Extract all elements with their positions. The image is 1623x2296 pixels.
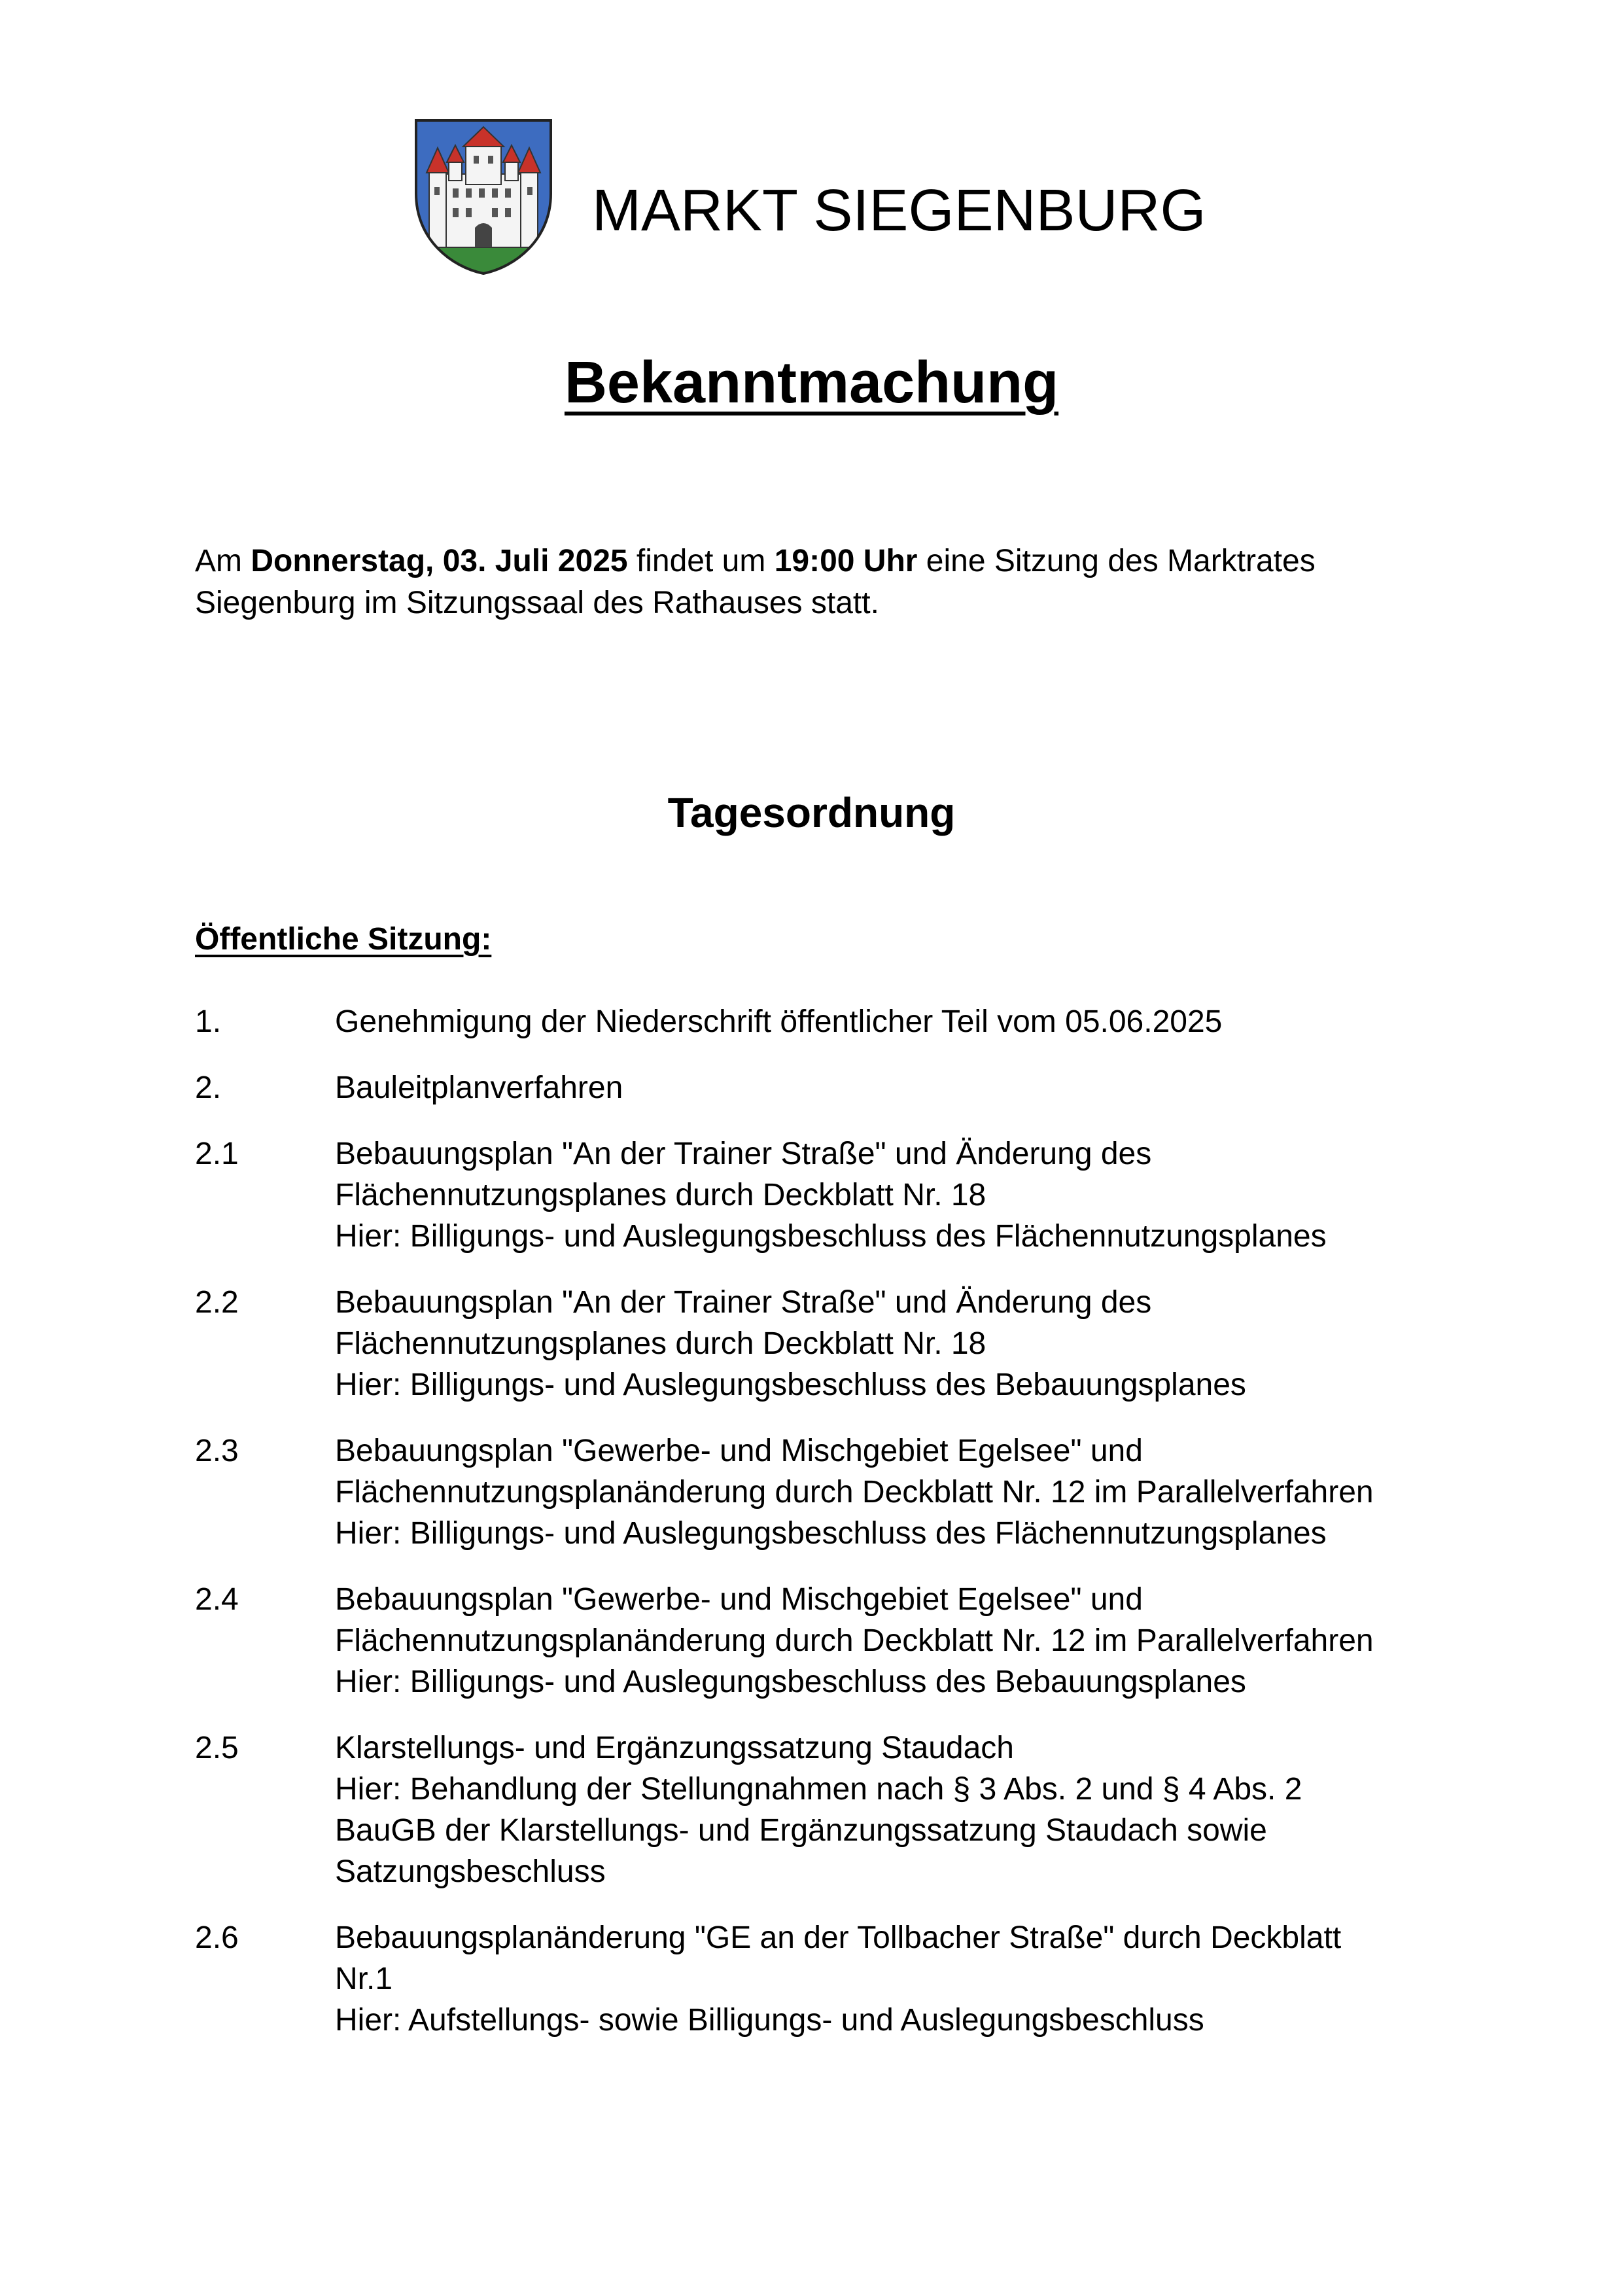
- agenda-item-line: Flächennutzungsplanes durch Deckblatt Nr. 18: [335, 1178, 986, 1212]
- agenda-item-text: [335, 1579, 1471, 1703]
- agenda-item-text: [335, 1727, 1471, 1892]
- agenda-item-line: Hier: Behandlung der Stellungnahmen nach § 3 Abs. 2 und § 4 Abs. 2: [335, 1772, 1302, 1807]
- agenda-item-line: Klarstellungs- und Ergänzungssatzung Staudach: [335, 1731, 1014, 1765]
- page-title: [0, 350, 1623, 415]
- agenda-item: [195, 1067, 1471, 1108]
- agenda-item-line: Bebauungsplan "Gewerbe- und Mischgebiet Egelsee" und: [335, 1434, 1143, 1468]
- agenda-item-line: Bebauungsplan "Gewerbe- und Mischgebiet Egelsee" und: [335, 1582, 1143, 1617]
- agenda-list: [195, 1001, 1471, 2066]
- agenda-item-text: [335, 1430, 1471, 1554]
- agenda-item-line: Nr.1: [335, 1962, 393, 1996]
- agenda-item-line: Bebauungsplan "An der Trainer Straße" und Änderung des: [335, 1137, 1152, 1171]
- agenda-item-line: Hier: Billigungs- und Auslegungsbeschluss des Bebauungsplanes: [335, 1665, 1246, 1699]
- agenda-item-text: [335, 1001, 1471, 1042]
- agenda-item-line: Hier: Billigungs- und Auslegungsbeschluss des Flächennutzungsplanes: [335, 1219, 1327, 1254]
- agenda-item-line: Bebauungsplan "An der Trainer Straße" und Änderung des: [335, 1285, 1152, 1320]
- agenda-item: [195, 1727, 1471, 1892]
- agenda-item-number: 1.: [195, 1004, 222, 1039]
- intro-text-3: eine Sitzung des Marktrates Siegenburg im Sitzungssaal des Rathauses statt.: [195, 544, 1316, 620]
- agenda-item-line: Bebauungsplanänderung "GE an der Tollbacher Straße" durch Deckblatt: [335, 1920, 1342, 1955]
- agenda-item-number: 2.5: [195, 1731, 239, 1765]
- agenda-item-line: Bauleitplanverfahren: [335, 1070, 623, 1105]
- agenda-item: [195, 1579, 1471, 1703]
- agenda-item: [195, 1001, 1471, 1042]
- agenda-item-text: [335, 1067, 1471, 1108]
- agenda-item-text: [335, 1282, 1471, 1405]
- agenda-item-line: Hier: Aufstellungs- sowie Billigungs- und Auslegungsbeschluss: [335, 2003, 1204, 2038]
- meeting-time: 19:00 Uhr: [774, 544, 918, 578]
- agenda-item-line: Satzungsbeschluss: [335, 1854, 606, 1889]
- agenda-item-line: Flächennutzungsplanes durch Deckblatt Nr. 18: [335, 1326, 986, 1361]
- agenda-item-text: [335, 1133, 1471, 1257]
- agenda-item-number: 2.6: [195, 1920, 239, 1955]
- intro-paragraph: [195, 540, 1471, 624]
- coat-of-arms-icon: [411, 115, 556, 276]
- agenda-item-line: Genehmigung der Niederschrift öffentlicher Teil vom 05.06.2025: [335, 1004, 1223, 1039]
- meeting-date: Donnerstag, 03. Juli 2025: [251, 544, 628, 578]
- agenda-item-line: Flächennutzungsplanänderung durch Deckblatt Nr. 12 im Parallelverfahren: [335, 1623, 1374, 1658]
- agenda-item-line: Flächennutzungsplanänderung durch Deckblatt Nr. 12 im Parallelverfahren: [335, 1475, 1374, 1510]
- agenda-item: [195, 1282, 1471, 1405]
- agenda-item: [195, 1133, 1471, 1257]
- agenda-item-line: Hier: Billigungs- und Auslegungsbeschluss des Flächennutzungsplanes: [335, 1516, 1327, 1551]
- agenda-item-number: 2.1: [195, 1137, 239, 1171]
- agenda-heading: Tagesordnung: [667, 789, 956, 836]
- agenda-item-text: [335, 1917, 1471, 2041]
- page-title-text: Bekanntmachung: [564, 350, 1059, 415]
- agenda-item-line: Hier: Billigungs- und Auslegungsbeschluss des Bebauungsplanes: [335, 1368, 1246, 1402]
- agenda-item: [195, 1430, 1471, 1554]
- intro-text-2: findet um: [627, 544, 775, 578]
- agenda-item-number: 2.: [195, 1070, 222, 1105]
- agenda-item-number: 2.2: [195, 1285, 239, 1320]
- public-session-heading: Öffentliche Sitzung:: [195, 922, 492, 957]
- agenda-item: [195, 1917, 1471, 2041]
- organization-name: MARKT SIEGENBURG: [592, 178, 1206, 243]
- agenda-item-number: 2.3: [195, 1434, 239, 1468]
- intro-text-1: Am: [195, 544, 251, 578]
- agenda-item-number: 2.4: [195, 1582, 239, 1617]
- agenda-item-line: BauGB der Klarstellungs- und Ergänzungssatzung Staudach sowie: [335, 1813, 1267, 1848]
